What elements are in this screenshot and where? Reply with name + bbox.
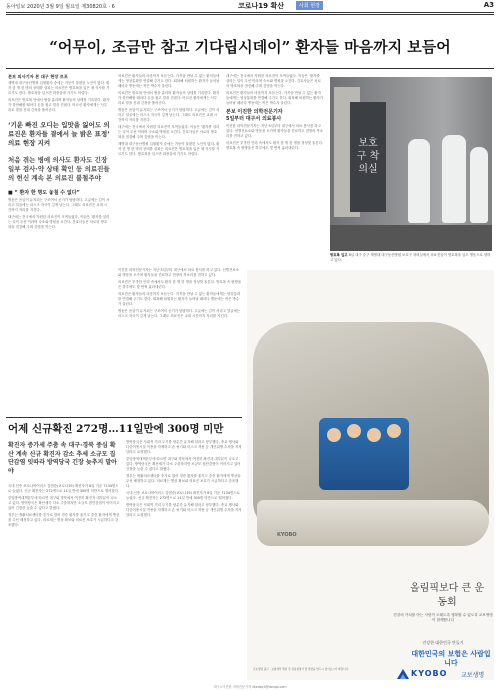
section2-headline: 어제 신규확진 272명…11일만에 300명 미만 — [8, 423, 224, 435]
story2-subhead-2: 5일부터 대구서 의료봉사 — [226, 116, 282, 122]
ad-shoe-text: KYOBO — [277, 532, 297, 538]
section2-column-1 — [8, 440, 120, 680]
story1-col3-para1: 대구에는 전국에서 자원한 의료진이 모여들었다. 이들은 ‘환자를 살리는 일이 우선’이라며 숙소와 병원을 오간다. 간호사들은 서로의 방호복을 점검해 주며 감염을 막는다. — [226, 74, 321, 88]
story2-cont-para1: 이진한 의학전문기자는 지난 5일부터 대구에서 의료 봉사를 하고 있다. 선별진료소와 병동을 오가며 환자들을 진료하고 현장의 목소리를 전하고 있다. — [118, 268, 240, 277]
section2-para1: 국내 신종 코로나바이러스 감염증(코로나19) 확진자가 8일 기준 7134명으로 늘었다. 신규 확진자는 272명으로 11일 만에 300명 미만으로 떨어졌다. — [8, 484, 119, 493]
story1-column-3 — [226, 74, 324, 264]
story1-pull-quote: ‘기운 빠진 오디는 입맛을 잃어도 의료진은 환자들 곁에서 늘 밝은 표정’ 의료 현장 지켜 — [8, 121, 110, 147]
story2-subhead: 본보 이진한 의학전문기자 — [226, 109, 283, 115]
story1-pull-quote-2: 처음 겪는 병에 의사도 환자도 긴장 일부 검사·약 상태 확인 등 의료진들의 헌신 계속 본 의료진 불철주야 — [8, 156, 110, 182]
story1-para2-cont: 의료진은 방호복 안에서 땀을 흘리며 환자들의 상태를 기록한다. 환자가 불안해할 때마다 손을 잡고 말을 건넨다. 어르신 환자에게는 사투리로 말을 건네 긴장을 풀어준다. — [118, 91, 220, 105]
story1-para4: 대구에는 전국에서 자원한 의료진이 모여들었다. 이들은 ‘환자를 살리는 일이 우선’이라며 숙소와 병원을 오간다. 간호사들은 서로의 방호복을 점검해 주며 감염을 막는다. — [8, 215, 110, 229]
photo-floor — [330, 225, 492, 251]
story1-para4-cont: 대구에는 전국에서 자원한 의료진이 모여들었다. 이들은 ‘환자를 살리는 일이 우선’이라며 숙소와 병원을 오간다. 간호사들은 서로의 방호복을 점검해 주며 감염을 막는다. — [118, 125, 220, 139]
ad-kid-2 — [347, 424, 361, 438]
ad-sub-copy-2: 건강한 대한민국 만들기 — [422, 640, 464, 645]
section2-para2: 중앙방역대책본부에 따르면 대구와 경북에서 여전히 확진자 대부분이 나오고 있다. 방역당국은 확산세가 다소 주춤하지만 소규모 집단감염이 이어지고 있어 긴장을 늦출 수 없다고 밝혔다. — [8, 496, 120, 510]
story1-para1: 계명대 대구동산병원 입원환자 중에는 거동이 불편한 노인이 많다. 환자 한 명 한 명의 상태를 살피는 의료진은 방호복을 입은 채 식사를 거르기도 한다. 방호복을 입으면 화장실에 가기도 어렵다. — [8, 81, 110, 95]
section2-para4: 방역당국은 사회적 거리 두기를 당분간 유지해 달라고 당부했다. 종교 행사와 다중이용시설 이용을 자제하고 손 씻기와 마스크 착용 등 개인위생 수칙을 지켜달라고 요청했다. — [126, 440, 242, 454]
story2-para2: 의료진은 부족한 인력 속에서도 환자 한 명 한 명을 정성껏 돌본다. 방호복 속 땀방울은 하루에도 몇 번씩 흘러내린다. — [226, 141, 324, 150]
section2-para1-cont: 국내 신종 코로나바이러스 감염증(코로나19) 확진자가 8일 기준 7134명으로 늘었다. 신규 확진자는 272명으로 11일 만에 300명 미만으로 떨어졌다. — [126, 491, 240, 500]
ad-slogan: 대한민국의 보험은 사람입니다 — [411, 650, 491, 667]
story1-column-1 — [8, 74, 110, 416]
story2-cont-para4: 병동은 음압이 유지되는 구조여서 공기가 답답하다. 고글에는 김이 서리고 얼굴에는 마스크 자국이 깊게 남는다. 그래도 의료진은 교대 시간까지 자리를 지킨다. — [118, 309, 241, 318]
section2-para3: 정부는 생활치료센터를 추가로 열어 경증 환자를 옮기고 중증 환자에게 병상을 우선 배정하고 있다. 의료계는 병상 확보와 의료진 보호가 시급하다고 강조했다. — [8, 513, 120, 527]
story1-col3-para2: 의료진은 환자들의 마음까지 보듬는다. 가족을 만날 수 없는 환자들에게는 영상통화를 연결해 주기도 한다. 회복해 퇴원하는 환자가 늘어날 때마다 병동에는 작은 박수가 울린다. — [226, 91, 324, 105]
ad-kid-3 — [367, 428, 381, 442]
kyobo-advertisement — [247, 270, 494, 680]
top-rule — [6, 12, 494, 13]
page-number: A3 — [483, 1, 494, 9]
ad-shoe-sole — [257, 500, 489, 546]
section-title: 코로나19 확산 — [238, 2, 284, 10]
section2-para2-cont: 중앙방역대책본부에 따르면 대구와 경북에서 여전히 확진자 대부분이 나오고 있다. 방역당국은 확산세가 다소 주춤하지만 소규모 집단감염이 이어지고 있어 긴장을 늦출 수 없다고 밝혔다. — [126, 457, 241, 471]
story1-para5: 의료진은 환자들의 마음까지 보듬는다. 가족을 만날 수 없는 환자들에게는 영상통화를 연결해 주기도 한다. 회복해 퇴원하는 환자가 늘어날 때마다 병동에는 작은 박수가 울린다. — [118, 74, 220, 88]
top-rule-2 — [6, 14, 494, 15]
photo-sign-text: 보호구 착의실 — [356, 138, 380, 175]
section2-column-2 — [126, 440, 242, 680]
photo-caption-text: 8일 대구 중구 계명대 대구동산병원 보호구 착의실에서 의료진들이 방호복을 입고 병동으로 향하고 있다. — [330, 253, 491, 262]
masthead — [0, 0, 500, 12]
kyobo-logo-mark — [397, 669, 409, 679]
page-headline: “어무이, 조금만 참고 기다립시데이” 환자들 마음까지 보듬어 — [49, 38, 451, 56]
ad-main-copy: 올림픽보다 큰 운동회 — [410, 583, 484, 608]
story2-para1: 이진한 의학전문기자는 지난 5일부터 대구에서 의료 봉사를 하고 있다. 선별진료소와 병동을 오가며 환자들을 진료하고 현장의 목소리를 전하고 있다. — [226, 124, 324, 138]
section2-para3-cont: 정부는 생활치료센터를 추가로 열어 경증 환자를 옮기고 중증 환자에게 병상을 우선 배정하고 있다. 의료계는 병상 확보와 의료진 보호가 시급하다고 강조했다. — [126, 474, 241, 488]
story1-subhead: ■ “ 환자 한 명도 놓칠 수 없다” — [8, 190, 80, 196]
photo-medic-2 — [442, 135, 466, 223]
kyobo-logo — [397, 669, 493, 679]
headline-rule — [6, 68, 494, 69]
kyobo-brand-kr: 교보생명 — [461, 672, 485, 679]
page-footer: 대구=이진한 의학전문기자 likeday5@donga.com — [213, 685, 287, 689]
ad-sub-copy: 건강의 가치를 아는 사람이 오래도록 행복할 수 있도록 교보생명이 함께합니다 — [393, 613, 493, 622]
photo-medic-1 — [408, 139, 430, 223]
story1-para3: 병동은 음압이 유지되는 구조여서 공기가 답답하다. 고글에는 김이 서리고 얼굴에는 마스크 자국이 깊게 남는다. 그래도 의료진은 교대 시간까지 자리를 지킨다. — [8, 198, 110, 212]
section2-rule — [6, 417, 242, 418]
story1-para1-cont: 계명대 대구동산병원 입원환자 중에는 거동이 불편한 노인이 많다. 환자 한 명 한 명의 상태를 살피는 의료진은 방호복을 입은 채 식사를 거르기도 한다. 방호복을 입으면 화장실에 가기도 어렵다. — [118, 142, 220, 156]
date-line: 동아일보 2020년 3월 9일 월요일 제30820호 · 6 — [6, 4, 115, 10]
kyobo-brand: KYOBO — [411, 669, 448, 678]
story1-para3-cont: 병동은 음압이 유지되는 구조여서 공기가 답답하다. 고글에는 김이 서리고 얼굴에는 마스크 자국이 깊게 남는다. 그래도 의료진은 교대 시간까지 자리를 지킨다. — [118, 108, 220, 122]
section-badge: 사회 현장 — [296, 1, 323, 10]
story1-column-2 — [118, 74, 220, 264]
photo-medic-3 — [470, 147, 488, 223]
ad-fine-print: 교보생명 광고 · 보험계약 체결 전 상품설명서 및 약관을 반드시 읽어보시기 바랍니다. — [253, 668, 349, 671]
ad-kid-4 — [387, 424, 401, 438]
story1-byline: 본보 의사기자 본 대구 현장 르포 — [8, 74, 68, 79]
ad-kids-photo — [319, 418, 409, 490]
hospital-photo — [330, 77, 492, 251]
story2-continuation — [118, 268, 242, 412]
story2-cont-para2: 의료진은 부족한 인력 속에서도 환자 한 명 한 명을 정성껏 돌본다. 방호복 속 땀방울은 하루에도 몇 번씩 흘러내린다. — [118, 280, 242, 289]
section2-pull-quote: 확진자 증가세 주춤 속 대구·경북 중심 확산 계속 신규 확진자 감소 추세 소규모 집단감염 잇따라 방역당국 긴장 늦추지 말아야 — [8, 442, 117, 475]
ad-kid-1 — [327, 428, 341, 442]
story2-cont-para3: 의료진은 환자들의 마음까지 보듬는다. 가족을 만날 수 없는 환자들에게는 영상통화를 연결해 주기도 한다. 회복해 퇴원하는 환자가 늘어날 때마다 병동에는 작은 박수가 울린다. — [118, 292, 241, 306]
photo-caption — [330, 253, 492, 262]
photo-caption-title: 방호복 입고 — [330, 253, 348, 257]
section2-para4-cont: 방역당국은 사회적 거리 두기를 당분간 유지해 달라고 당부했다. 종교 행사와 다중이용시설 이용을 자제하고 손 씻기와 마스크 착용 등 개인위생 수칙을 지켜달라고 요청했다. — [126, 503, 242, 517]
story1-para2: 의료진은 방호복 안에서 땀을 흘리며 환자들의 상태를 기록한다. 환자가 불안해할 때마다 손을 잡고 말을 건넨다. 어르신 환자에게는 사투리로 말을 건네 긴장을 풀어준다. — [8, 98, 110, 112]
